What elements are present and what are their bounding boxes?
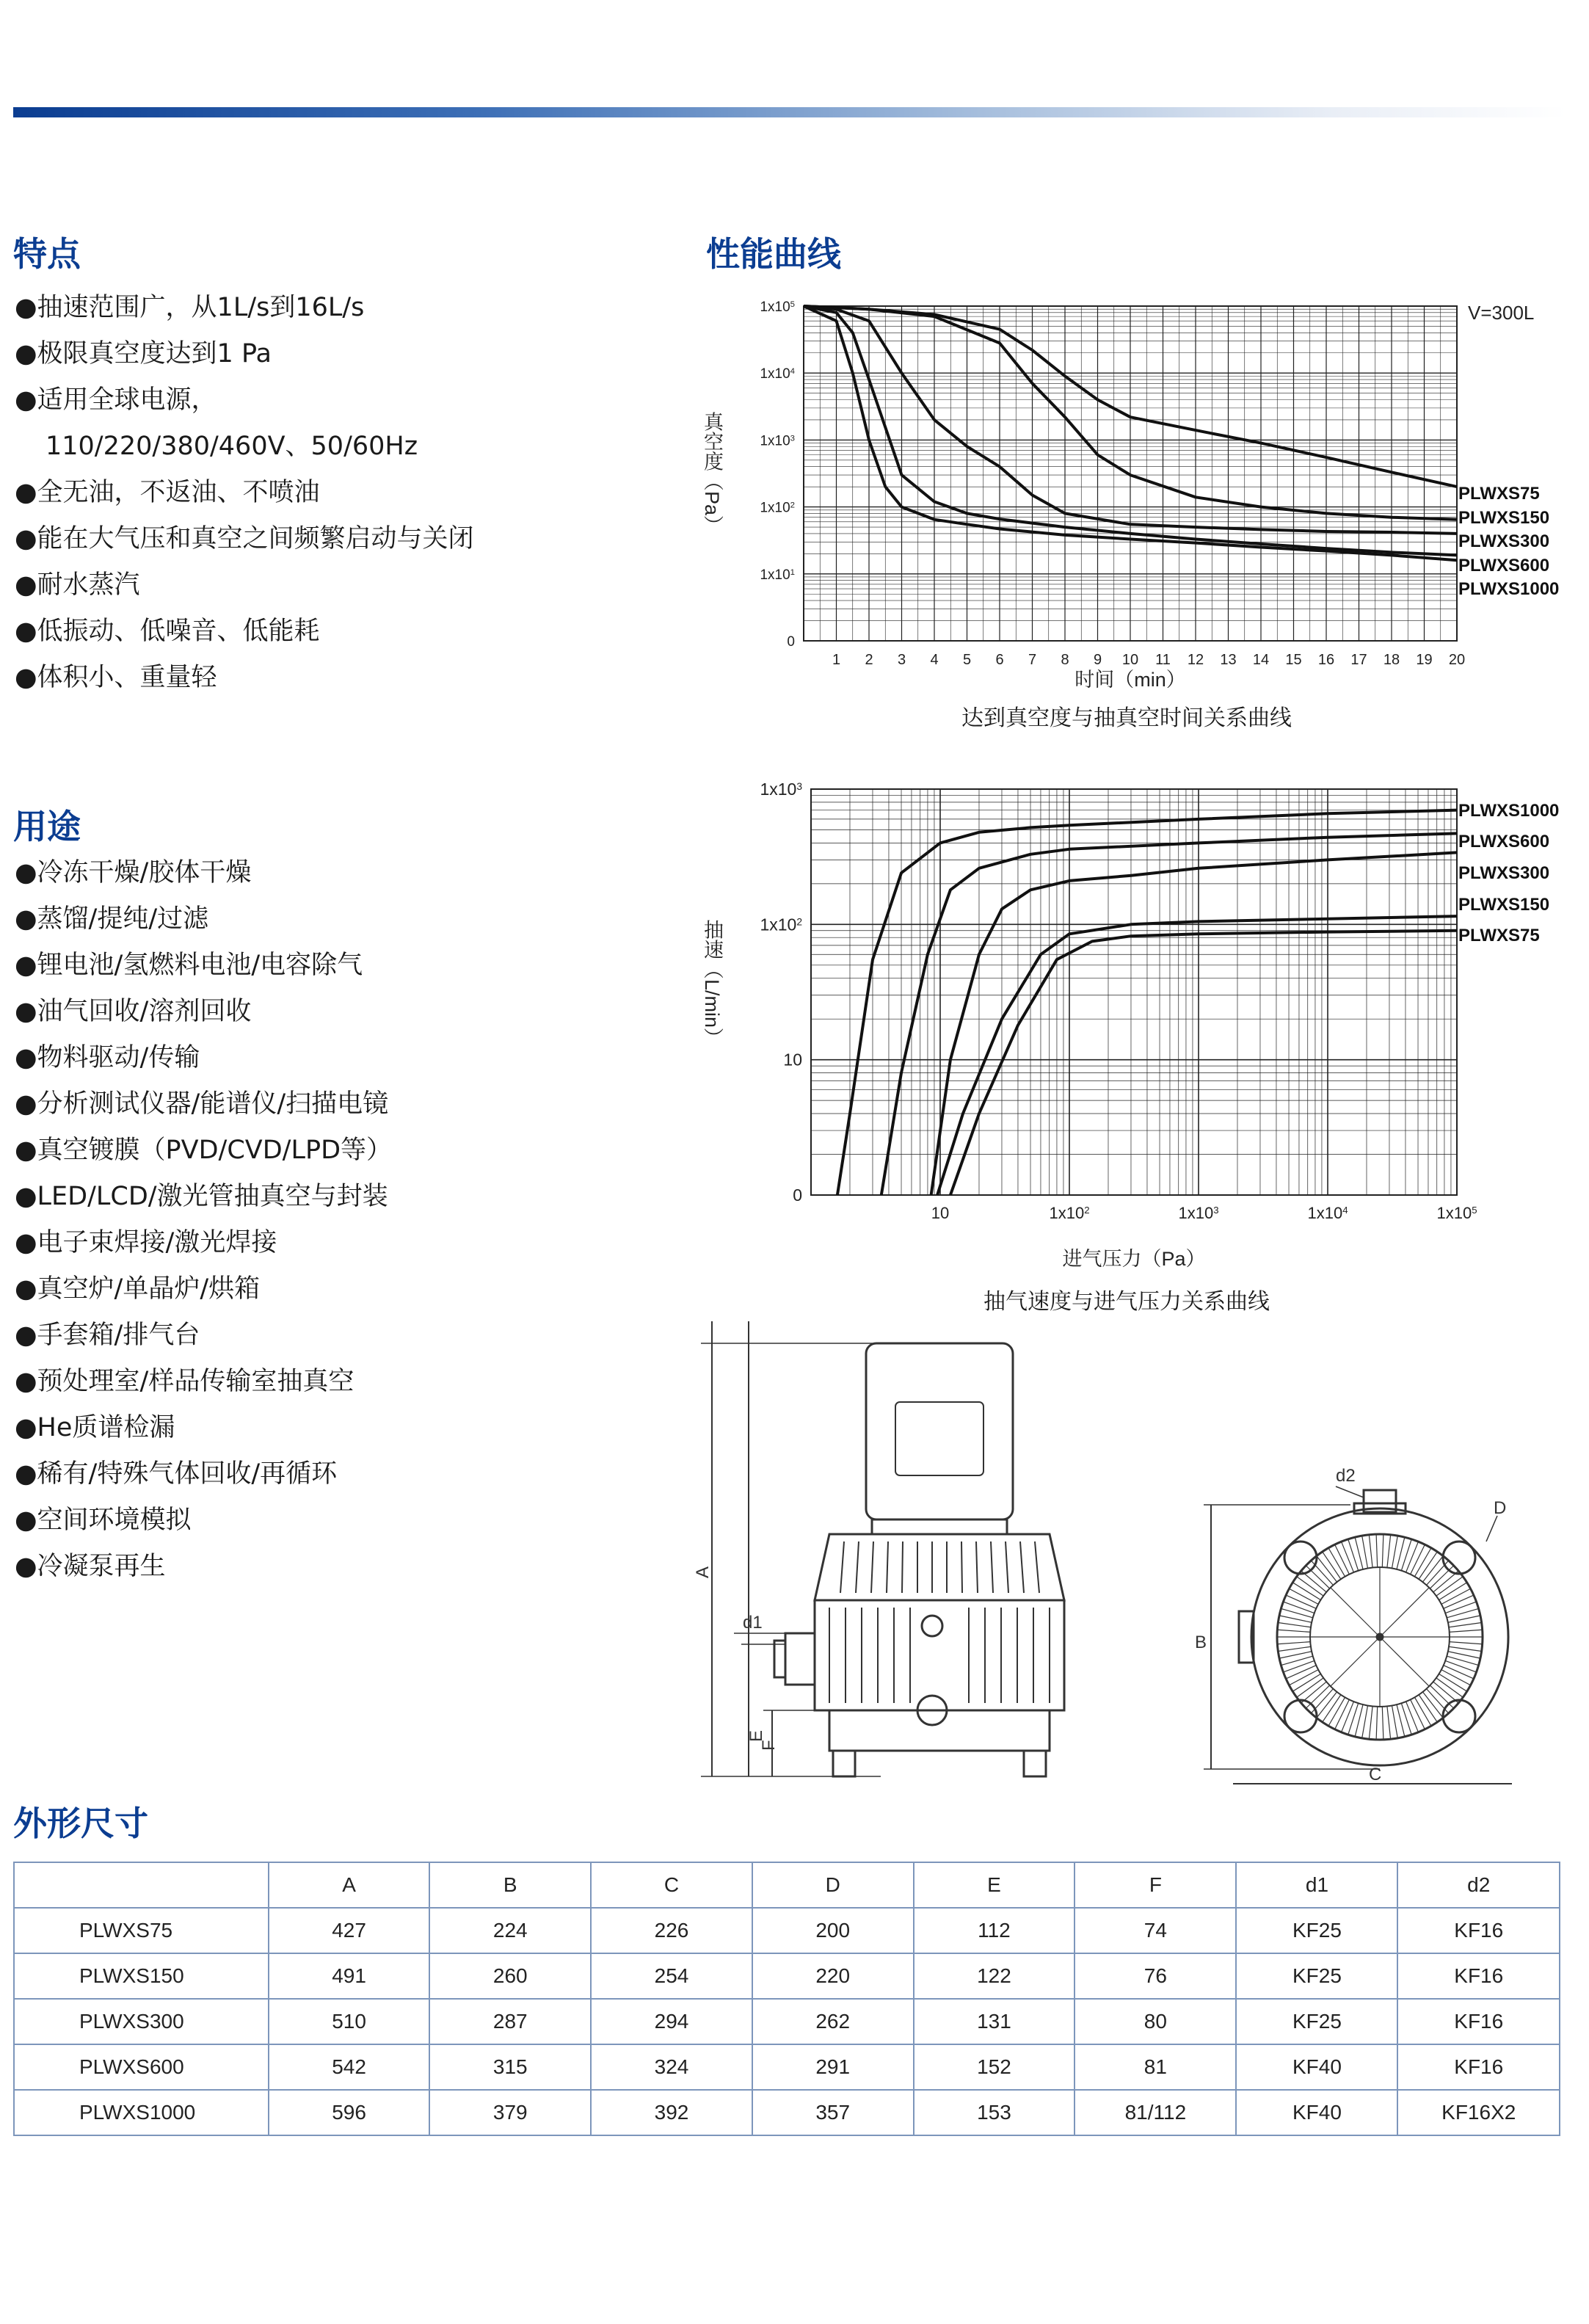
feature-item: [15, 609, 474, 655]
bullet-icon: ●: [15, 524, 37, 553]
series-label: PLWXS300: [1458, 531, 1550, 551]
y-tick-label-base: 1x10: [760, 915, 797, 934]
column-header: F: [1075, 1862, 1236, 1908]
dimensions-table: [13, 1862, 1560, 2136]
feature-item-text: 极限真空度达到1 Pa: [37, 339, 272, 368]
dim-label-d2: d2: [1336, 1466, 1356, 1486]
dim-label-A: A: [693, 1566, 713, 1578]
x-tick-label: 18: [1383, 652, 1400, 668]
chart2-caption: 抽气速度与进气压力关系曲线: [983, 1289, 1270, 1315]
series-label: PLWXS150: [1458, 895, 1550, 915]
table-row: [14, 2044, 1560, 2090]
x-tick-label: [931, 1204, 949, 1222]
use-item-text: 分析测试仪器/能谱仪/扫描电镜: [37, 1089, 389, 1119]
y-tick-label-base: 0: [793, 1185, 802, 1205]
x-tick-label: 5: [962, 652, 972, 668]
value-cell: KF25: [1236, 1999, 1397, 2044]
y-tick-label: [760, 433, 795, 449]
x-tick-label: 12: [1187, 652, 1204, 668]
use-item-text: 电子束焊接/激光焊接: [37, 1228, 277, 1257]
bullet-icon: ●: [15, 951, 37, 980]
x-tick-label: 11: [1155, 652, 1171, 668]
value-cell: 427: [269, 1908, 430, 1953]
use-item: [15, 1127, 392, 1174]
feature-item: [15, 470, 474, 516]
y-tick-label-exp: 2: [790, 501, 795, 510]
use-item-text: 空间环境模拟: [37, 1506, 192, 1535]
value-cell: 112: [914, 1908, 1075, 1953]
pump-top-view: [1204, 1486, 1512, 1784]
y-tick-label-base: 1x10: [760, 780, 797, 799]
table-row: [14, 1953, 1560, 1999]
feature-item-text: 全无油，不返油、不喷油: [37, 478, 320, 507]
use-item-text: 预处理室/样品传输室抽真空: [37, 1367, 354, 1396]
bullet-icon: ●: [15, 1043, 37, 1072]
vacuum-time-chart: [690, 290, 1571, 697]
bullet-icon: ●: [15, 1552, 37, 1581]
y-tick-label-exp: 4: [790, 367, 795, 377]
series-label: PLWXS600: [1458, 556, 1550, 575]
model-cell: PLWXS1000: [14, 2090, 269, 2135]
dim-label-d1: d1: [743, 1613, 763, 1633]
bullet-icon: ●: [15, 1367, 37, 1396]
use-item: [15, 1035, 392, 1081]
performance-title: 性能曲线: [706, 234, 841, 274]
y-tick-label-base: 1x10: [760, 567, 790, 583]
y-tick-label-exp: 1: [790, 567, 795, 577]
series-line-plwxs300: [931, 852, 1457, 1195]
chart2-grid: [811, 789, 1457, 1195]
use-item: [15, 1359, 392, 1405]
speed-pressure-chart: [690, 778, 1571, 1277]
x-tick-label: 15: [1285, 652, 1302, 668]
value-cell: 76: [1075, 1953, 1236, 1999]
bullet-icon: ●: [15, 663, 37, 692]
value-cell: 294: [591, 1999, 752, 2044]
dimensions-title: 外形尺寸: [13, 1804, 148, 1843]
bullet-icon: ●: [15, 1136, 37, 1165]
x-tick-label: [1307, 1204, 1348, 1222]
feature-item-text: 体积小、重量轻: [37, 663, 217, 692]
x-tick-label-exp: 4: [1342, 1204, 1348, 1216]
bullet-icon: ●: [15, 570, 37, 600]
bullet-icon: ●: [15, 1506, 37, 1535]
series-label: PLWXS150: [1458, 508, 1550, 528]
bullet-icon: ●: [15, 1321, 37, 1350]
bullet-icon: ●: [15, 339, 37, 368]
use-item-text: 蒸馏/提纯/过滤: [37, 904, 209, 934]
bullet-icon: ●: [15, 904, 37, 934]
model-cell: PLWXS75: [14, 1908, 269, 1953]
series-label: PLWXS75: [1458, 926, 1540, 945]
column-header: A: [269, 1862, 430, 1908]
y-tick-label: [760, 780, 802, 799]
value-cell: KF16X2: [1397, 2090, 1560, 2135]
value-cell: 357: [752, 2090, 914, 2135]
dim-label-F: F: [759, 1740, 779, 1751]
x-tick-label: 9: [1093, 652, 1102, 668]
value-cell: KF16: [1397, 1953, 1560, 1999]
value-cell: KF40: [1236, 2044, 1397, 2090]
use-item: [15, 1497, 392, 1544]
value-cell: 291: [752, 2044, 914, 2090]
y-tick-label: [793, 1185, 802, 1205]
value-cell: 542: [269, 2044, 430, 2090]
column-header: B: [429, 1862, 591, 1908]
value-cell: KF25: [1236, 1953, 1397, 1999]
value-cell: 220: [752, 1953, 914, 1999]
series-label: PLWXS75: [1458, 484, 1540, 504]
bullet-icon: ●: [15, 858, 37, 887]
x-tick-label: 10: [1121, 652, 1139, 668]
use-item: [15, 1451, 392, 1497]
table-row: [14, 1999, 1560, 2044]
bullet-icon: ●: [15, 385, 37, 415]
use-item-text: 物料驱动/传输: [37, 1043, 200, 1072]
use-item-text: He质谱检漏: [37, 1413, 175, 1442]
use-item: [15, 1081, 392, 1127]
value-cell: 379: [429, 2090, 591, 2135]
dim-label-E: E: [746, 1729, 766, 1742]
y-tick-label-base: 1x10: [760, 433, 790, 449]
feature-item-text: 低振动、低噪音、低能耗: [37, 617, 320, 646]
dim-label-C: C: [1369, 1765, 1382, 1784]
pump-side-view: [701, 1321, 1064, 1776]
feature-item-text: 抽速范围广，从1L/s到16L/s: [37, 293, 365, 322]
table-row: [14, 1908, 1560, 1953]
use-item-text: 手套箱/排气台: [37, 1321, 200, 1350]
value-cell: 226: [591, 1908, 752, 1953]
chart1-caption: 达到真空度与抽真空时间关系曲线: [961, 705, 1292, 731]
x-axis-label: 时间（min）: [1075, 669, 1186, 691]
y-axis-label: 真空度（Pa）: [701, 411, 723, 536]
feature-item-text: 耐水蒸汽: [37, 570, 140, 600]
value-cell: KF40: [1236, 2090, 1397, 2135]
value-cell: 287: [429, 1999, 591, 2044]
bullet-icon: ●: [15, 1274, 37, 1304]
bullet-icon: ●: [15, 1182, 37, 1211]
use-item-text: 真空镀膜（PVD/CVD/LPD等）: [37, 1136, 393, 1165]
value-cell: 392: [591, 2090, 752, 2135]
x-tick-label: 14: [1252, 652, 1270, 668]
series-line-plwxs150: [937, 916, 1457, 1195]
bullet-icon: ●: [15, 1228, 37, 1257]
x-tick-label: [1436, 1204, 1477, 1222]
value-cell: 315: [429, 2044, 591, 2090]
value-cell: 491: [269, 1953, 430, 1999]
x-tick-label: 3: [897, 652, 906, 668]
y-tick-label: [783, 1050, 802, 1070]
dim-label-B: B: [1195, 1633, 1207, 1652]
use-item: [15, 1312, 392, 1359]
value-cell: 224: [429, 1908, 591, 1953]
value-cell: 324: [591, 2044, 752, 2090]
use-item-text: 锂电池/氢燃料电池/电容除气: [37, 951, 363, 980]
x-tick-label: 8: [1061, 652, 1069, 668]
bullet-icon: ●: [15, 478, 37, 507]
value-cell: 74: [1075, 1908, 1236, 1953]
uses-title: 用途: [13, 807, 81, 846]
feature-item-text: 能在大气压和真空之间频繁启动与关闭: [37, 524, 474, 553]
bullet-icon: ●: [15, 617, 37, 646]
x-tick-label: 1: [832, 652, 841, 668]
x-tick-label-base: 1x10: [1436, 1204, 1472, 1222]
value-cell: 254: [591, 1953, 752, 1999]
feature-item: [15, 516, 474, 562]
pump-outline-drawing: [690, 1321, 1571, 1806]
use-item-text: 稀有/特殊气体回收/再循环: [37, 1459, 338, 1489]
x-tick-label: [1178, 1204, 1218, 1222]
value-cell: 260: [429, 1953, 591, 1999]
series-label: PLWXS1000: [1458, 579, 1560, 599]
x-tick-label-exp: 5: [1472, 1204, 1477, 1216]
y-tick-label: [787, 634, 795, 650]
bullet-icon: ●: [15, 293, 37, 322]
feature-item-text: 适用全球电源，: [37, 385, 217, 415]
column-header: [14, 1862, 269, 1908]
features-title: 特点: [13, 234, 81, 274]
value-cell: 153: [914, 2090, 1075, 2135]
series-line-plwxs75: [950, 931, 1457, 1195]
model-cell: PLWXS600: [14, 2044, 269, 2090]
bullet-icon: ●: [15, 997, 37, 1026]
use-item: [15, 850, 392, 896]
value-cell: 81/112: [1075, 2090, 1236, 2135]
feature-item: [15, 562, 474, 609]
x-tick-label: 6: [995, 652, 1004, 668]
features-list: [15, 285, 474, 701]
feature-item: [15, 285, 474, 331]
value-cell: KF25: [1236, 1908, 1397, 1953]
series-label: PLWXS600: [1458, 832, 1550, 851]
value-cell: 262: [752, 1999, 914, 2044]
column-header: d2: [1397, 1862, 1560, 1908]
use-item: [15, 1405, 392, 1451]
uses-list: [15, 850, 392, 1590]
x-tick-label: [1049, 1204, 1089, 1222]
header-gradient-bar: [13, 107, 1566, 117]
value-cell: 80: [1075, 1999, 1236, 2044]
x-tick-label: 4: [930, 652, 939, 668]
bullet-icon: ●: [15, 1413, 37, 1442]
x-tick-label-base: 1x10: [1178, 1204, 1214, 1222]
x-tick-label: 7: [1028, 652, 1037, 668]
model-cell: PLWXS150: [14, 1953, 269, 1999]
y-tick-label-exp: 3: [790, 434, 795, 443]
x-tick-label: 17: [1350, 652, 1367, 668]
column-header: E: [914, 1862, 1075, 1908]
x-tick-label: 19: [1416, 652, 1433, 668]
use-item: [15, 1174, 392, 1220]
value-cell: 122: [914, 1953, 1075, 1999]
column-header: d1: [1236, 1862, 1397, 1908]
y-axis-label: 抽速（L/min）: [701, 919, 723, 1048]
value-cell: 152: [914, 2044, 1075, 2090]
model-cell: PLWXS300: [14, 1999, 269, 2044]
use-item: [15, 989, 392, 1035]
y-tick-label-exp: 3: [796, 780, 802, 792]
feature-item: [15, 331, 474, 377]
x-axis-label: 进气压力（Pa）: [1062, 1248, 1206, 1270]
y-tick-label-exp: 5: [790, 300, 795, 309]
value-cell: KF16: [1397, 1999, 1560, 2044]
x-tick-label-base: 10: [931, 1204, 950, 1222]
y-tick-label: [760, 299, 795, 315]
y-tick-label-base: 1x10: [760, 500, 790, 516]
x-tick-label: 2: [865, 652, 873, 668]
feature-item: [15, 377, 474, 424]
series-line-plwxs600: [881, 833, 1457, 1195]
bullet-icon: ●: [15, 1459, 37, 1489]
column-header: D: [752, 1862, 914, 1908]
use-item-text: 油气回收/溶剂回收: [37, 997, 252, 1026]
feature-item: [15, 424, 474, 470]
y-tick-label-base: 1x10: [760, 299, 790, 315]
value-cell: 131: [914, 1999, 1075, 2044]
y-tick-label: [760, 501, 795, 516]
x-tick-label-base: 1x10: [1307, 1204, 1343, 1222]
use-item-text: LED/LCD/激光管抽真空与封装: [37, 1182, 388, 1211]
y-tick-label: [760, 567, 795, 583]
dimensions-header-row: [14, 1862, 1560, 1908]
use-item: [15, 1266, 392, 1312]
value-cell: 200: [752, 1908, 914, 1953]
use-item-text: 冷凝泵再生: [37, 1552, 166, 1581]
volume-annotation: V=300L: [1468, 302, 1535, 324]
x-tick-label-exp: 2: [1084, 1204, 1090, 1216]
feature-item-text: 110/220/380/460V、50/60Hz: [46, 432, 418, 461]
value-cell: KF16: [1397, 1908, 1560, 1953]
use-item-text: 冷冻干燥/胶体干燥: [37, 858, 252, 887]
x-tick-label: 16: [1317, 652, 1335, 668]
value-cell: 596: [269, 2090, 430, 2135]
y-tick-label-base: 10: [783, 1050, 802, 1070]
series-label: PLWXS300: [1458, 863, 1550, 883]
y-tick-label-base: 0: [787, 634, 795, 650]
use-item: [15, 1220, 392, 1266]
value-cell: 510: [269, 1999, 430, 2044]
y-tick-label-exp: 2: [796, 915, 802, 927]
use-item-text: 真空炉/单晶炉/烘箱: [37, 1274, 261, 1304]
y-tick-label-base: 1x10: [760, 366, 790, 382]
x-tick-label-exp: 3: [1213, 1204, 1219, 1216]
table-row: [14, 2090, 1560, 2135]
value-cell: KF16: [1397, 2044, 1560, 2090]
value-cell: 81: [1075, 2044, 1236, 2090]
dim-label-D: D: [1494, 1498, 1507, 1518]
feature-item: [15, 655, 474, 701]
x-tick-label: 20: [1448, 652, 1466, 668]
use-item: [15, 1544, 392, 1590]
series-label: PLWXS1000: [1458, 801, 1560, 821]
x-tick-label-base: 1x10: [1049, 1204, 1085, 1222]
column-header: C: [591, 1862, 752, 1908]
use-item: [15, 896, 392, 943]
y-tick-label: [760, 366, 795, 382]
bullet-icon: ●: [15, 1089, 37, 1119]
x-tick-label: 13: [1220, 652, 1237, 668]
y-tick-label: [760, 915, 802, 934]
use-item: [15, 943, 392, 989]
